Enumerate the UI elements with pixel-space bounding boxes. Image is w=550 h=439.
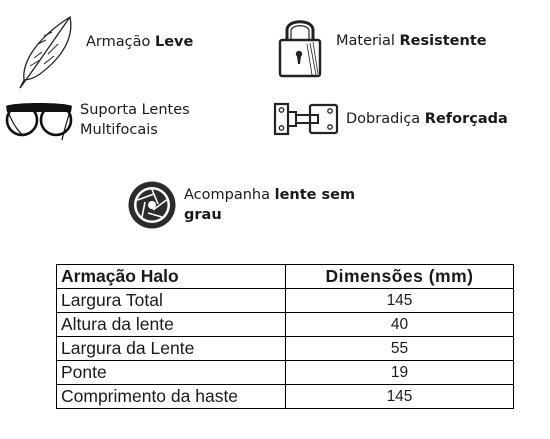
column-header-model: Armação Halo [57,265,286,289]
feature-light-frame [14,14,193,92]
row-label: Comprimento da haste [57,385,286,409]
row-value: 145 [286,385,514,409]
dimensions-table [56,264,514,409]
row-label: Ponte [57,361,286,385]
row-label: Largura da Lente [57,337,286,361]
table-header-row [57,265,514,289]
table-row [57,385,514,409]
feature-resistant-material [276,14,487,80]
padlock-icon [276,14,324,80]
feature-text: Material Resistente [336,33,487,49]
column-header-dimensions: Dimensões (mm) [286,265,514,289]
glasses-icon [4,98,74,142]
table-row [57,289,514,313]
row-value: 145 [286,289,514,313]
feature-multifocal-support [4,98,190,142]
feature-text: Armação Leve [86,34,194,50]
feature-included-plano-lens [127,180,355,230]
feature-text: Acompanha lente sem grau [184,187,356,223]
aperture-icon [127,180,177,230]
table-row [57,313,514,337]
row-label: Altura da lente [57,313,286,337]
table-row [57,361,514,385]
table-row [57,337,514,361]
hinge-icon [272,101,340,137]
row-value: 19 [286,361,514,385]
row-value: 55 [286,337,514,361]
feature-text: Suporta Lentes Multifocais [80,102,190,138]
feature-text: Dobradiça Reforçada [346,111,508,127]
row-value: 40 [286,313,514,337]
feather-icon [14,14,76,92]
feature-reinforced-hinge [272,101,508,137]
row-label: Largura Total [57,289,286,313]
